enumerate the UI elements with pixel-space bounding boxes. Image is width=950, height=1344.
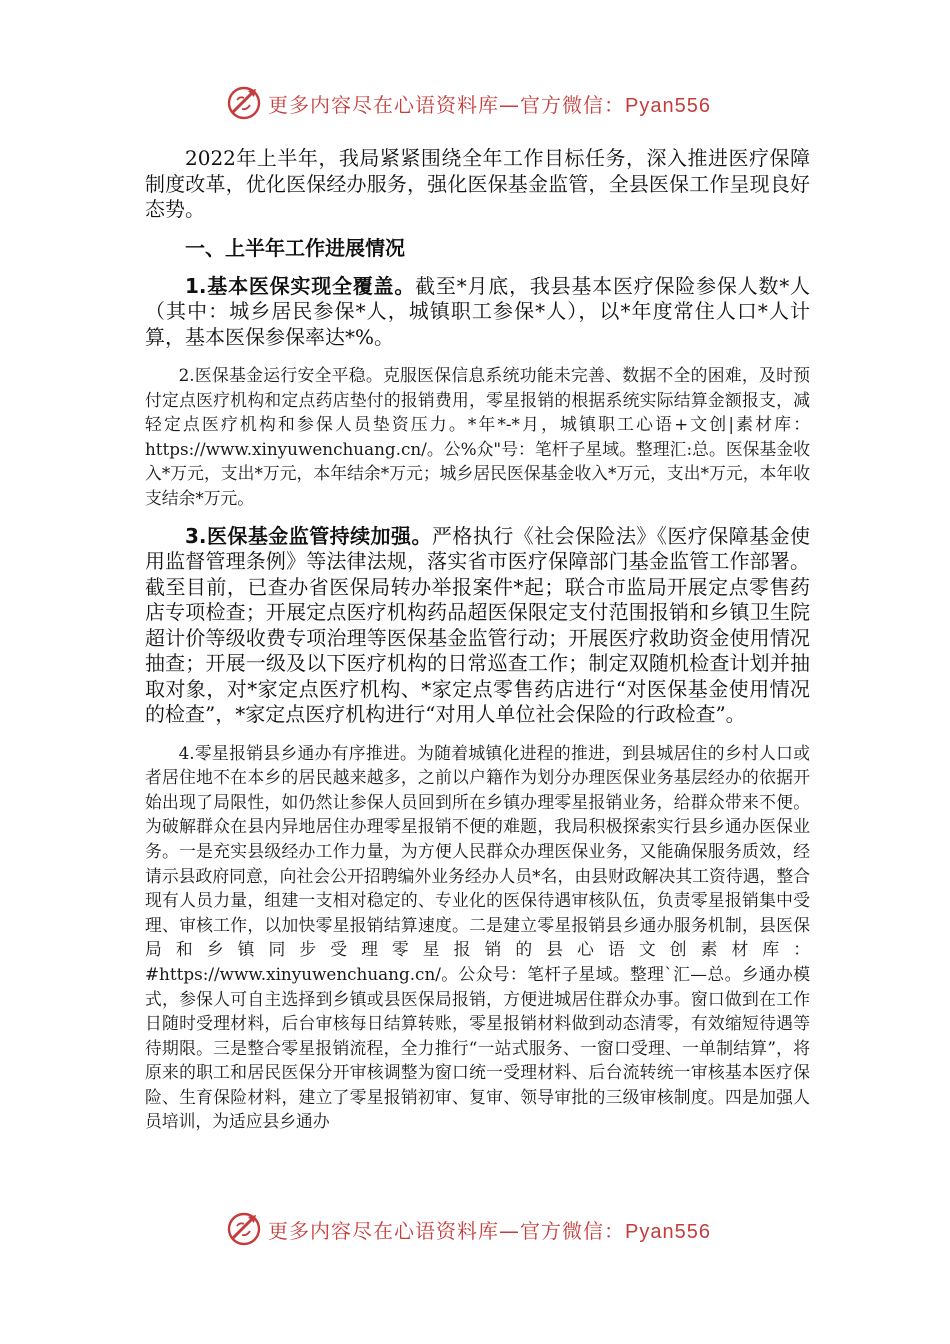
header-banner-text	[268, 89, 711, 118]
header-banner-label: 更多内容尽在心语资料库—官方微信：	[268, 92, 625, 117]
header-banner-code: Pyan556	[625, 94, 711, 117]
footer-banner-code: Pyan556	[625, 1220, 711, 1243]
footer-banner-label: 更多内容尽在心语资料库—官方微信：	[268, 1218, 625, 1243]
item-3-paragraph	[145, 524, 810, 728]
item-3-lead: 3.医保基金监管持续加强。	[185, 523, 432, 548]
item-3-body: 严格执行《社会保险法》《医疗保障基金使用监督管理条例》等法律法规，落实省市医疗保障部门基金监管工作部署。截至目前，已查办省医保局转办举报案件*起；联合市监局开展定点零售药店专项检查；开展定点医疗机构药品超医保限定支付范围报销和乡镇卫生院超计价等级收费专项治理等医保基金监管行动；开展医疗救助资金使用情况抽查；开展一级及以下医疗机构的日常巡查工作；制定双随机检查计划并抽取对象，对*家定点医疗机构、*家定点零售药店进行“对医保基金使用情况的检查”，*家定点医疗机构进行“对用人单位社会保险的行政检查”。	[145, 523, 811, 727]
footer-banner	[226, 1209, 711, 1249]
xinyu-logo-icon	[226, 1211, 262, 1247]
item-1-body: 截至*月底，我县基本医疗保险参保人数*人（其中：城乡居民参保*人，城镇职工参保*人），以*年度常住人口*人计算，基本医保参保率达*%。	[145, 273, 810, 349]
intro-paragraph: 2022年上半年，我局紧紧围绕全年工作目标任务，深入推进医疗保障制度改革，优化医保经办服务，强化医保基金监管，全县医保工作呈现良好态势。	[145, 146, 810, 221]
item-1-paragraph	[145, 274, 810, 351]
header-banner	[226, 83, 711, 123]
item-1-lead: 1.基本医保实现全覆盖。	[185, 273, 416, 298]
item-4-paragraph: 4.零星报销县乡通办有序推进。为随着城镇化进程的推进，到县城居住的乡村人口或者居住地不在本乡的居民越来越多，之前以户籍作为划分办理医保业务基层经办的依据开始出现了局限性，如仍然让参保人员回到所在乡镇办理零星报销业务，给群众带来不便。为破解群众在县内异地居住办理零星报销不便的难题，我局积极探索实行县乡通办医保业务。一是充实县级经办工作力量，为方便人民群众办理医保业务，又能确保服务质效，经请示县政府同意，向社会公开招聘编外业务经办人员*名，由县财政解决其工资待遇，整合现有人员力量，组建一支相对稳定的、专业化的医保待遇审核队伍，负责零星报销集中受理、审核工作，以加快零星报销结算速度。二是建立零星报销县乡通办服务机制，县医保局和乡镇同步受理零星报销的县心语文创素材库：#https://www.xinyuwenchuang.cn/。公众号：笔杆子星域。整理`汇—总。乡通办模式，参保人可自主选择到乡镇或县医保局报销，方便进城居住群众办事。窗口做到在工作日随时受理材料，后台审核每日结算转账，零星报销材料做到动态清零，有效缩短待遇等待期限。三是整合零星报销流程，全力推行“一站式服务、一窗口受理、一单制结算”，将原来的职工和居民医保分开审核调整为窗口统一受理材料、后台流转统一审核基本医疗保险、生育保险材料，建立了零星报销初审、复审、领导审批的三级审核制度。四是加强人员培训，为适应县乡通办	[145, 742, 810, 1132]
section-heading: 一、上半年工作进展情况	[185, 235, 405, 260]
item-2-paragraph: 2.医保基金运行安全平稳。克服医保信息系统功能未完善、数据不全的困难，及时预付定点医疗机构和定点药店垫付的报销费用，零星报销的根据系统实际结算金额报支，减轻定点医疗机构和参保人员垫资压力。*年*-*月，城镇职工心语+文创|素材库：https://www.xinyuwenchuang.cn/。公%众"号：笔杆子星域。整理汇:总。医保基金收入*万元，支出*万元，本年结余*万元；城乡居民医保基金收入*万元，支出*万元，本年收支结余*万元。	[145, 365, 810, 508]
footer-banner-text	[268, 1215, 711, 1244]
xinyu-logo-icon	[226, 85, 262, 121]
document-body	[145, 146, 810, 1134]
